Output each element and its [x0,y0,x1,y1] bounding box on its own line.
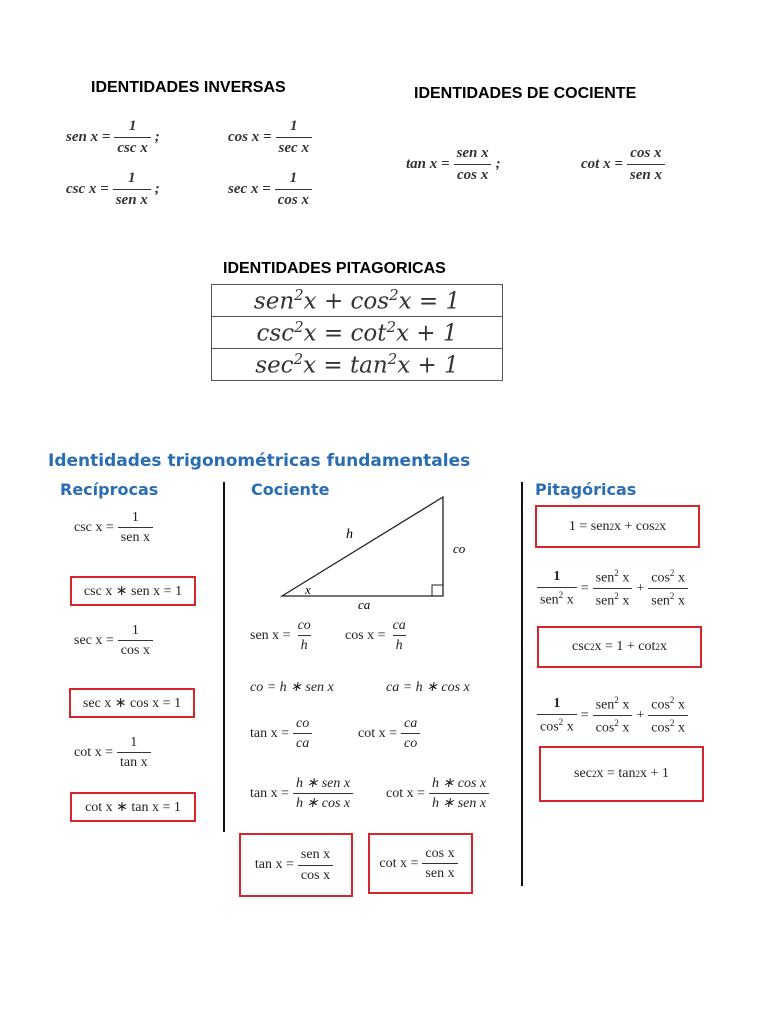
reciproca-eq-sec: sec x = $\frac{1}{\text{cos x}}$ [74,623,157,659]
pitagoricas-title: IDENTIDADES PITAGORICAS [223,260,446,277]
cociente-box-tan: tan x = $\frac{\text{sen x}}{\text{cos x}}$ [239,833,353,897]
inversa-eq-sec: sec x = $\frac{1}{\text{cos x}}$ [228,170,316,208]
triangle-label-co: co [453,541,466,556]
inversa-eq-csc: csc x = $\frac{1}{\text{sen x}}$ ; [66,170,160,208]
reciprocas-title: Recíprocas [60,480,159,499]
reciproca-eq-csc: csc x = $\frac{1}{\text{sen x}}$ [74,510,157,546]
cociente-ca-eq: ca = h ∗ cos x [386,680,470,695]
inversas-title: IDENTIDADES INVERSAS [91,79,286,96]
fundamentales-title: Identidades trigonométricas fundamentales [48,451,471,471]
cociente-eq-cot2: cot x = $\frac{\text{h ∗ cos x}}{\text{h ∗ sen x}}$ [386,776,493,812]
pitagorica-box-1: 1 = sen 2 x + cos 2 x [535,505,700,548]
triangle-label-angle: x [305,582,311,597]
pitagorica-box-2: csc 2 x = 1 + cot 2 x [537,626,702,668]
right-angle-mark [432,585,443,596]
cociente-subtitle: Cociente [251,480,330,499]
reciproca-eq-cot: cot x = $\frac{1}{\text{tan x}}$ [74,735,155,771]
cociente-eq-sen: sen x = $\frac{co}{h}$ [250,618,311,654]
reciproca-box-cot: cot x ∗ tan x = 1 [70,792,196,822]
pitagoricas-table [211,284,503,381]
cociente-eq-cos: cos x = $\frac{ca}{h}$ [345,618,406,654]
triangle-label-ca: ca [358,597,371,612]
triangle-label-h: h [346,527,353,542]
cociente-eq-tan: tan x = $\frac{\text{sen x}}{\text{cos x}}$ ; [406,145,501,183]
pitagorica-frac-eq-1: $\frac{1}{sen^2 x}$ = $\frac{sen^2 x}{sen^2 x}$ + $\frac{\cos^2 x}{sen^2 x}$ [533,568,692,609]
pitagoricas-subtitle: Pitagóricas [535,480,637,499]
pitagorica-frac-eq-2: $\frac{1}{\cos^2 x}$ = $\frac{sen^2 x}{\cos^2 x}$ + $\frac{\cos^2 x}{\cos^2 x}$ [533,695,692,736]
pitagorica-box-3: sec 2 x = tan 2 x + 1 [539,746,704,802]
cociente-eq-cot: cot x = $\frac{\text{cos x}}{\text{sen x}}$ [581,145,669,183]
cociente-eq-tan2: tan x = $\frac{\text{h ∗ sen x}}{\text{h ∗ cos x}}$ [250,776,357,812]
table-row: $\csc^2x = \cot^2x + 1$ [212,317,503,349]
cociente-eq-cot1: cot x = $\frac{ca}{co}$ [358,716,424,752]
reciproca-box-csc: csc x ∗ sen x = 1 [70,576,196,606]
cociente-eq-tan1: tan x = $\frac{co}{ca}$ [250,716,316,752]
right-triangle-diagram [270,490,480,615]
inversa-eq-cos: cos x = $\frac{1}{\text{sec x}}$ [228,118,316,156]
inversa-eq-sen: sen x = $\frac{1}{\text{csc x}}$ ; [66,118,160,156]
table-row: $sen^2x + \cos^2x = 1$ [212,285,503,317]
divider-left [223,482,225,832]
cociente-co-eq: co = h ∗ sen x [250,680,334,695]
divider-right [521,482,523,886]
table-row: $\sec^2x = \tan^2x + 1$ [212,349,503,381]
cociente-box-cot: cot x = $\frac{\text{cos x}}{\text{sen x}}$ [368,833,473,894]
cociente-title: IDENTIDADES DE COCIENTE [414,85,637,102]
reciproca-box-sec: sec x ∗ cos x = 1 [69,688,195,718]
